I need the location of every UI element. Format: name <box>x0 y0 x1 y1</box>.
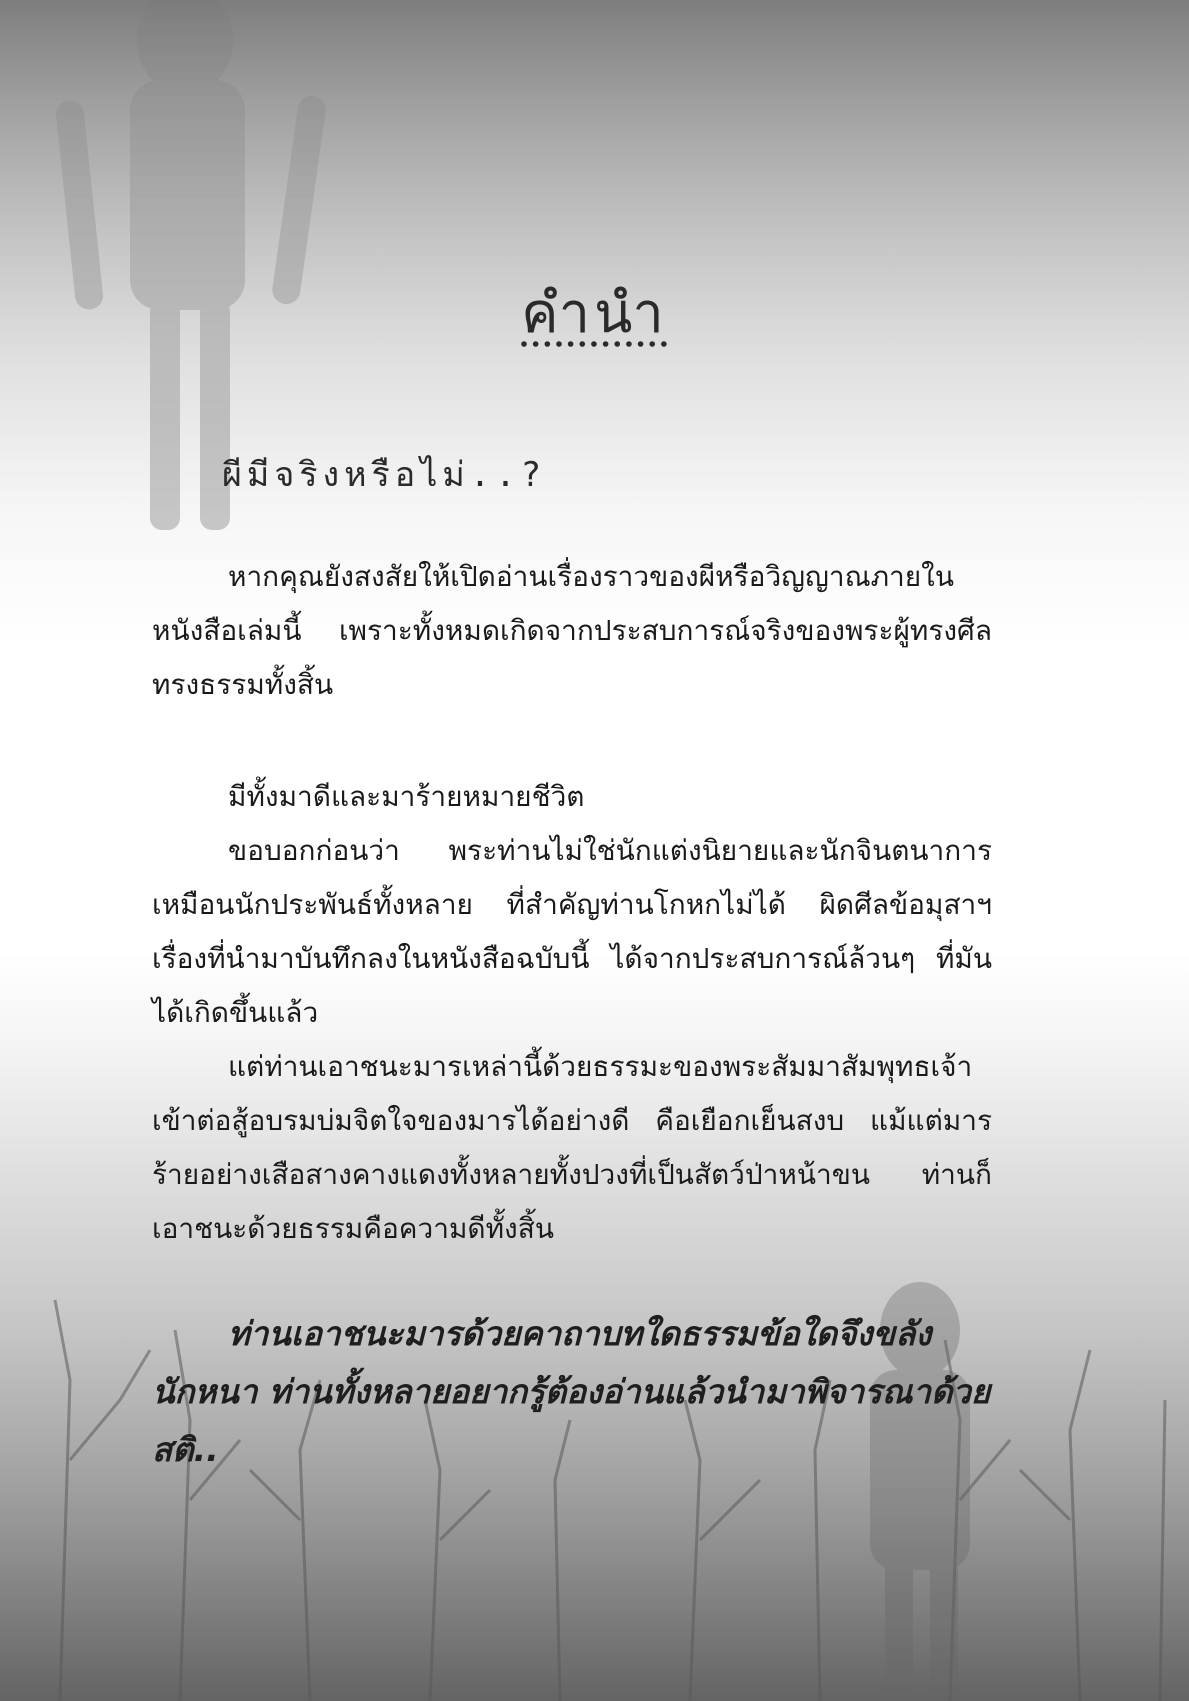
page-title: คำนำ <box>521 281 668 346</box>
main-paragraph-block <box>152 770 992 1256</box>
closing-paragraph: ท่านเอาชนะมารด้วยคาถาบทใดธรรมข้อใดจึงขลังนักหนา ท่านทั้งหลายอยากรู้ต้องอ่านแล้วนำมาพิจารณาด้วยสติ.. <box>152 1314 991 1469</box>
closing-block <box>152 1305 992 1479</box>
paragraph-2: มีทั้งมาดีและมาร้ายหมายชีวิต <box>228 780 585 813</box>
paragraph-1: หากคุณยังสงสัยให้เปิดอ่านเรื่องราวของผีหรือวิญญาณภายในหนังสือเล่มนี้ เพราะทั้งหมดเกิดจากประสบการณ์จริงของพระผู้ทรงศีลทรงธรรมทั้งสิ้น <box>152 560 992 701</box>
intro-paragraph-block <box>152 550 992 712</box>
question-heading: ผีมีจริงหรือไม่..? <box>222 455 547 495</box>
paragraph-4: แต่ท่านเอาชนะมารเหล่านี้ด้วยธรรมะของพระสัมมาสัมพุทธเจ้าเข้าต่อสู้อบรมบ่มจิตใจของมารได้อย่างดี คือเยือกเย็นสงบ แม้แต่มารร้ายอย่างเสือสางคางแดงทั้งหลายทั้งปวงที่เป็นสัตว์ป่าหน้าขน ท่านก็ เอาชนะด้วยธรรมคือความดีทั้งสิ้น <box>152 1050 992 1245</box>
paragraph-3: ขอบอกก่อนว่า พระท่านไม่ใช่นักแต่งนิยายและนักจินตนาการเหมือนนักประพันธ์ทั้งหลาย ที่สำคัญท่านโกหกไม่ได้ ผิดศีลข้อมุสาฯเรื่องที่นำมาบันทึกลงในหนังสือฉบับนี้ ได้จากประสบการณ์ล้วนๆ ที่มันได้เกิดขึ้นแล้ว <box>152 834 992 1029</box>
